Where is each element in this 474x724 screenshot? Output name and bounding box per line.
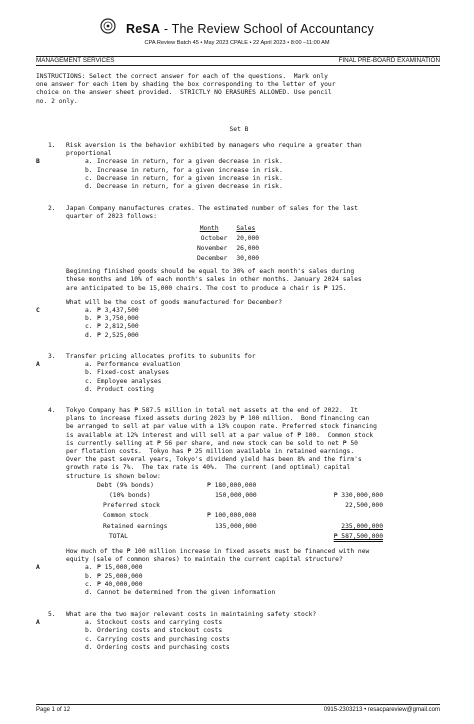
question-3: 3. Transfer pricing allocates profits to subunits for A a. Performance evaluation b. Fixed-cost analyses c. Employee analyses d. Product costing: [36, 353, 442, 394]
question-4: 4. Tokyo Company has ₱ 587.5 million in total net assets at the end of 2022. It plans to increase fixed assets during 2023 by ₱ 100 million. Bond financing can be arranged to sell at par value with a 13% coupon rate. Preferred stock financing is available at 12% interest and will sell at a par value of ₱ 100. Common stock is currently selling at ₱ 56 per share, and new stock can be sold to net ₱ 50 per flotation costs. Tokyo has ₱ 25 million available in retained earnings. Over the past several years, Tokyo's dividend yield has been 8% and the firm's growth rate is 7%. The tax rate is 40%. The current (and optimal) capital structure is shown below: Debt (9% bonds) ₱ 180,000,000 (10% bonds) 150,000,000 ₱ 330,000,000 Preferred stock 22,500,000 Common stock ₱ 100,000,000 Retained earnings 135,000,000 235,000,000 TOTAL ₱ 587,500,000 How much of the ₱ 100 million increase in fixed assets must be financed with new equity (sale of common shares) to maintain the current capital structure? A a. ₱ 15,000,000 b. ₱ 25,000,000 c. ₱ 40,000,000 d. Cannot be determined from the given information: [36, 407, 442, 597]
brand-title: ReSA - The Review School of Accountancy: [126, 21, 374, 36]
choice-a: a. Stockout costs and carrying costs: [85, 619, 223, 627]
choice-c: c. Carrying costs and purchasing costs: [85, 635, 230, 643]
instructions: INSTRUCTIONS: Select the correct answer for each of the questions. Mark only one answer for each item by shading the box corresponding to the letter of your choice on the answer sheet provided. STRICTLY NO ERASURES ALLOWED. Use pencil no. 2 only.: [36, 73, 336, 105]
page-footer: [36, 707, 440, 713]
choice-d: d. Cannot be determined from the given information: [85, 589, 276, 597]
exam-label: FINAL PRE-BOARD EXAMINATION: [338, 57, 440, 64]
question-2: 2. Japan Company manufactures crates. The estimated number of sales for the last quarter of 2023 follows: Month Sales October 20,000 November 26,000 December 30,000 Beginning finished goods should be equal to 30% of each month's sales during these months and 10% of each month's sales in other months. January 2024 sales are anticipated to be 15,000 chairs. The cost to produce a chair is ₱ 125. What will be the cost of goods manufactured for December? C a. ₱ 3,437,500 b. ₱ 3,750,000 c. ₱ 2,812,500 d. ₱ 2,525,000: [36, 205, 442, 340]
choice-c: c. Decrease in return, for a given increase in risk.: [85, 174, 283, 182]
choice-d: d. Product costing: [85, 385, 154, 393]
set-label: Set B: [229, 126, 249, 133]
header-rule-bottom: [36, 65, 440, 66]
choice-b: b. ₱ 3,750,000: [85, 315, 139, 323]
choice-d: d. Decrease in return, for a given decrease in risk.: [85, 183, 283, 191]
answer-mark: A: [36, 564, 40, 572]
choice-b: b. ₱ 25,000,000: [85, 572, 143, 580]
choice-a: a. Performance evaluation: [85, 361, 181, 369]
subject-label: MANAGEMENT SERVICES: [36, 57, 115, 64]
answer-mark: C: [36, 307, 40, 315]
question-5: 5. What are the two major relevant costs in maintaining safety stock? A a. Stockout costs and carrying costs b. Ordering costs and stockout costs c. Carrying costs and purchasing costs d. Ordering costs and purchasing costs: [36, 611, 442, 652]
meta-row: [36, 57, 440, 64]
header-subline: CPA Review Batch 45 • May 2023 CPALE • 22 April 2023 • 8:00 –11:00 AM: [144, 40, 330, 46]
choice-a: a. ₱ 15,000,000: [85, 564, 143, 572]
choice-c: c. ₱ 2,812,500: [85, 323, 139, 331]
choice-a: a. ₱ 3,437,500: [85, 307, 139, 315]
capital-structure-table: Debt (9% bonds) ₱ 180,000,000 (10% bonds) 150,000,000 ₱ 330,000,000 Preferred stock 22,500,000 Common stock ₱ 100,000,000 Retained earnings 135,000,000 235,000,000 TOTAL ₱ 587,500,000: [97, 481, 383, 540]
question-1: 1. Risk aversion is the behavior exhibited by managers who require a greater than proportional B a. Increase in return, for a given decrease in risk. b. Increase in return, for a given increase in risk. c. Decrease in return, for a given increase in risk. d. Decrease in return, for a given decrease in risk.: [36, 142, 442, 191]
page-header: [0, 18, 474, 46]
choice-c: c. Employee analyses: [85, 377, 162, 385]
answer-mark: A: [36, 361, 40, 369]
resa-logo-icon: [100, 18, 116, 39]
sales-table: Month Sales October 20,000 November 26,000 December 30,000: [197, 225, 260, 263]
choice-d: d. Ordering costs and purchasing costs: [85, 643, 230, 651]
choice-b: b. Increase in return, for a given increase in risk.: [85, 166, 283, 174]
answer-mark: A: [36, 619, 40, 627]
choice-c: c. ₱ 40,000,000: [85, 580, 143, 588]
choice-d: d. ₱ 2,525,000: [85, 331, 139, 339]
answer-mark: B: [36, 158, 40, 166]
choice-b: b. Fixed-cost analyses: [85, 369, 170, 377]
page-number: Page 1 of 12: [36, 707, 71, 713]
footer-rule: [36, 704, 440, 705]
contact-info: 0915-2303213 • resacpareview@gmail.com: [323, 707, 440, 713]
choice-b: b. Ordering costs and stockout costs: [85, 627, 223, 635]
choice-a: a. Increase in return, for a given decrease in risk.: [85, 158, 283, 166]
